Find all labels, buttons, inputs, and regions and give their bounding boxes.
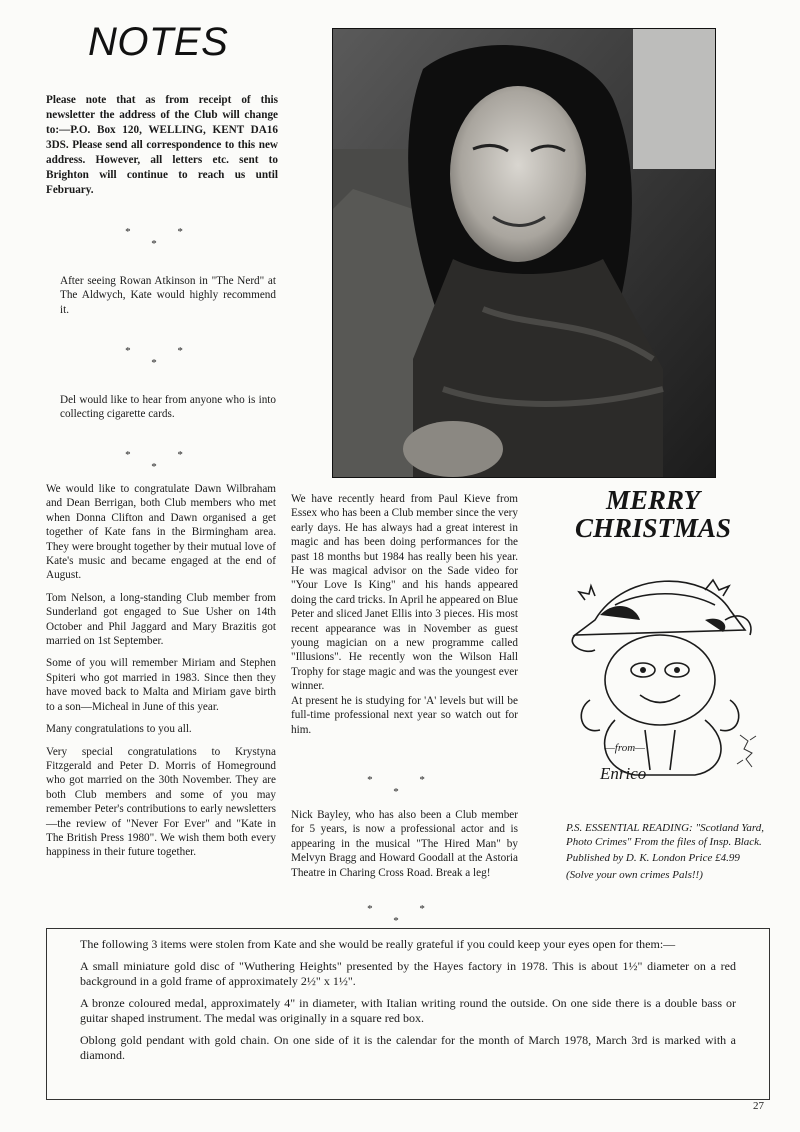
artist-signature: Enrico: [600, 764, 647, 783]
kate-photo-illustration: [333, 29, 715, 477]
stolen-intro: The following 3 items were stolen from Kate and she would be really grateful if you could keep your eyes open for them:—: [80, 937, 676, 951]
christmas-line: CHRISTMAS: [574, 513, 732, 543]
congrats-paragraph: Very special congratulations to Krystyna Fitzgerald and Peter D. Morris of Homeground who got married on the 30th November. They are both Club members and some of you may remember Peter's contributions to early newsletters—the review of "Never For Ever" and "Kate in The British Press 1980". We wish them both every happiness in their future together.: [46, 745, 276, 859]
congrats-paragraph: Many congratulations to you all.: [46, 723, 192, 736]
stolen-items-text: [80, 937, 736, 1070]
separator-dots: * * *: [367, 774, 447, 798]
paul-kieve-article: [291, 492, 518, 745]
separator-dots: * * *: [125, 226, 205, 250]
merry-line: MERRY: [605, 485, 701, 515]
kieve-paragraph: We have recently heard from Paul Kieve from Essex who has been a Club member since the very early days. He has always had a great interest in magic and has been doing performances for the past 18 months but 1984 has really been his year. He was magical advisor on the Sade video for "Your Love Is King" and his hands appeared doing the card tricks. In April he appeared on Blue Peter and sliced Janet Ellis into 3 pieces. His most recent appearance was in November as guest young magician on a new programme called "Illusions". He recently won the Wilson Hall Trophy for stage magic and was the youngest ever winner.: [291, 493, 518, 693]
cartoon-drawing: [555, 560, 770, 790]
rowan-atkinson-note: After seeing Rowan Atkinson in "The Nerd" at The Aldwych, Kate would highly recommend it.: [60, 275, 276, 316]
ps-paragraph: (Solve your own crimes Pals!!): [566, 868, 703, 881]
ps-essential-reading: [566, 822, 766, 885]
ps-paragraph: P.S. ESSENTIAL READING: "Scotland Yard, Photo Crimes" From the files of Insp. Black.: [566, 822, 765, 848]
from-label: —from—: [605, 742, 645, 754]
address-change-notice: Please note that as from receipt of this newsletter the address of the Club will change to:—P.O. Box 120, WELLING, KENT DA16 3DS. Please send all correspondence to this new address. However, all letters etc. sent to Brighton will continue to reach us until February.: [46, 94, 278, 196]
separator-dots: * * *: [125, 345, 205, 369]
separator-dots: * * *: [125, 449, 205, 473]
congrats-paragraph: Tom Nelson, a long-standing Club member from Sunderland got engaged to Sue Usher on 14th October and Phil Jaggard and Mary Brazitis got married on 1st September.: [46, 591, 276, 648]
congratulations-section: [46, 482, 276, 868]
ps-paragraph: Published by D. K. London Price £4.99: [566, 852, 740, 864]
christmas-cartoon: [555, 560, 770, 790]
congrats-paragraph: We would like to congratulate Dawn Wilbraham and Dean Berrigan, both Club members who met when Donna Clifton and Dawn organised a get together of Kate fans in the Birmingham area. They were brought together by their mutual love of Kate's music and became engaged at the end of August.: [46, 483, 276, 582]
kate-photo: [332, 28, 716, 478]
separator-dots: * * *: [367, 903, 447, 927]
page-title: NOTES: [88, 20, 229, 64]
stolen-item: A bronze coloured medal, approximately 4" in diameter, with Italian writing round the outside. On one side there is a double bass or guitar shaped instrument. The medal was originally in a square red box.: [80, 996, 736, 1025]
page-number: 27: [753, 1100, 764, 1112]
cigarette-cards-note: Del would like to hear from anyone who is into collecting cigarette cards.: [60, 394, 276, 421]
stolen-item: A small miniature gold disc of "Wuthering Heights" presented by the Hayes factory in 1978. This is about 1½" diameter on a red background in a gold frame of approximately 2½" x 1½".: [80, 959, 736, 988]
congrats-paragraph: Some of you will remember Miriam and Stephen Spiteri who got married in 1983. Since then they have moved back to Malta and Miriam gave birth to a son—Micheal in June of this year.: [46, 657, 276, 713]
kieve-paragraph: At present he is studying for 'A' levels but will be full-time professional next year so watch out for him.: [291, 694, 518, 736]
stolen-item: Oblong gold pendant with gold chain. On one side of it is the calendar for the month of March 1978, March 3rd is marked with a diamond.: [80, 1033, 736, 1062]
merry-christmas-heading: [548, 486, 758, 542]
nick-bayley-article: Nick Bayley, who has also been a Club member for 5 years, is now a professional actor and is appearing in the musical "The Hired Man" by Melvyn Bragg and Howard Goodall at the Astoria Theatre in Charing Cross Road. Break a leg!: [291, 809, 518, 879]
